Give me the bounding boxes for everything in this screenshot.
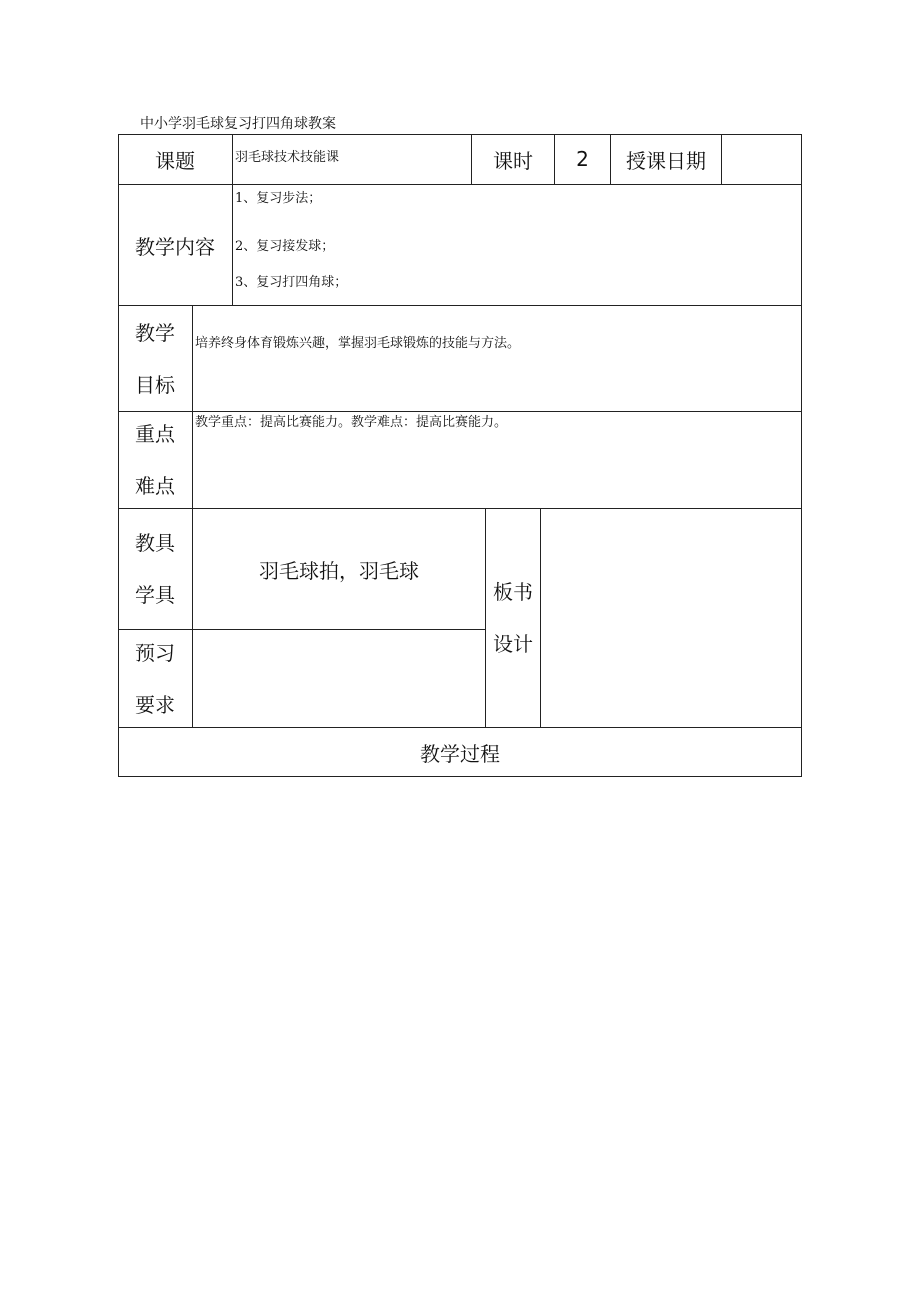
preview-label <box>118 630 192 727</box>
preview-label-line1: 预习 <box>135 640 175 665</box>
board-design-label-line1: 板书 <box>493 580 533 604</box>
teaching-aids-label-line1: 教具 <box>135 531 175 555</box>
objectives-text: 培养终身体育锻炼兴趣，掌握羽毛球锻炼的技能与方法。 <box>195 336 521 351</box>
teaching-aids-text: 羽毛球拍，羽毛球 <box>259 558 419 583</box>
objectives-label-line1: 教学 <box>135 320 175 345</box>
table-rule <box>232 134 233 305</box>
preview-label-line2: 要求 <box>135 692 175 717</box>
objectives-label-line2: 目标 <box>135 372 175 397</box>
teaching-aids-label <box>118 509 192 629</box>
board-design-label <box>486 509 540 727</box>
content-item: 2、复习接发球； <box>235 239 335 254</box>
board-design-label-line2: 设计 <box>493 632 533 656</box>
date-label: 授课日期 <box>626 148 706 173</box>
key-points-text: 教学重点：提高比赛能力。教学难点：提高比赛能力。 <box>195 415 508 430</box>
key-points-label <box>118 412 192 508</box>
content-item: 3、复习打四角球； <box>235 275 348 290</box>
topic-label: 课题 <box>155 148 195 173</box>
content-label: 教学内容 <box>135 234 215 259</box>
table-border-bottom <box>118 776 802 777</box>
lesson-plan-table <box>118 134 802 777</box>
document-title: 中小学羽毛球复习打四角球教案 <box>140 116 336 132</box>
key-points-label-line2: 难点 <box>135 474 175 498</box>
content-item: 1、复习步法； <box>235 191 322 206</box>
periods-value: 2 <box>576 147 589 171</box>
topic-value: 羽毛球技术技能课 <box>235 150 340 165</box>
table-rule <box>118 305 802 306</box>
process-label: 教学过程 <box>420 741 500 766</box>
table-rule <box>721 134 722 184</box>
periods-label: 课时 <box>493 148 533 173</box>
table-rule <box>118 411 802 412</box>
objectives-label <box>118 306 192 411</box>
teaching-aids-label-line2: 学具 <box>135 583 175 607</box>
table-rule <box>540 508 541 727</box>
key-points-label-line1: 重点 <box>135 422 175 446</box>
table-border-right <box>801 134 802 777</box>
